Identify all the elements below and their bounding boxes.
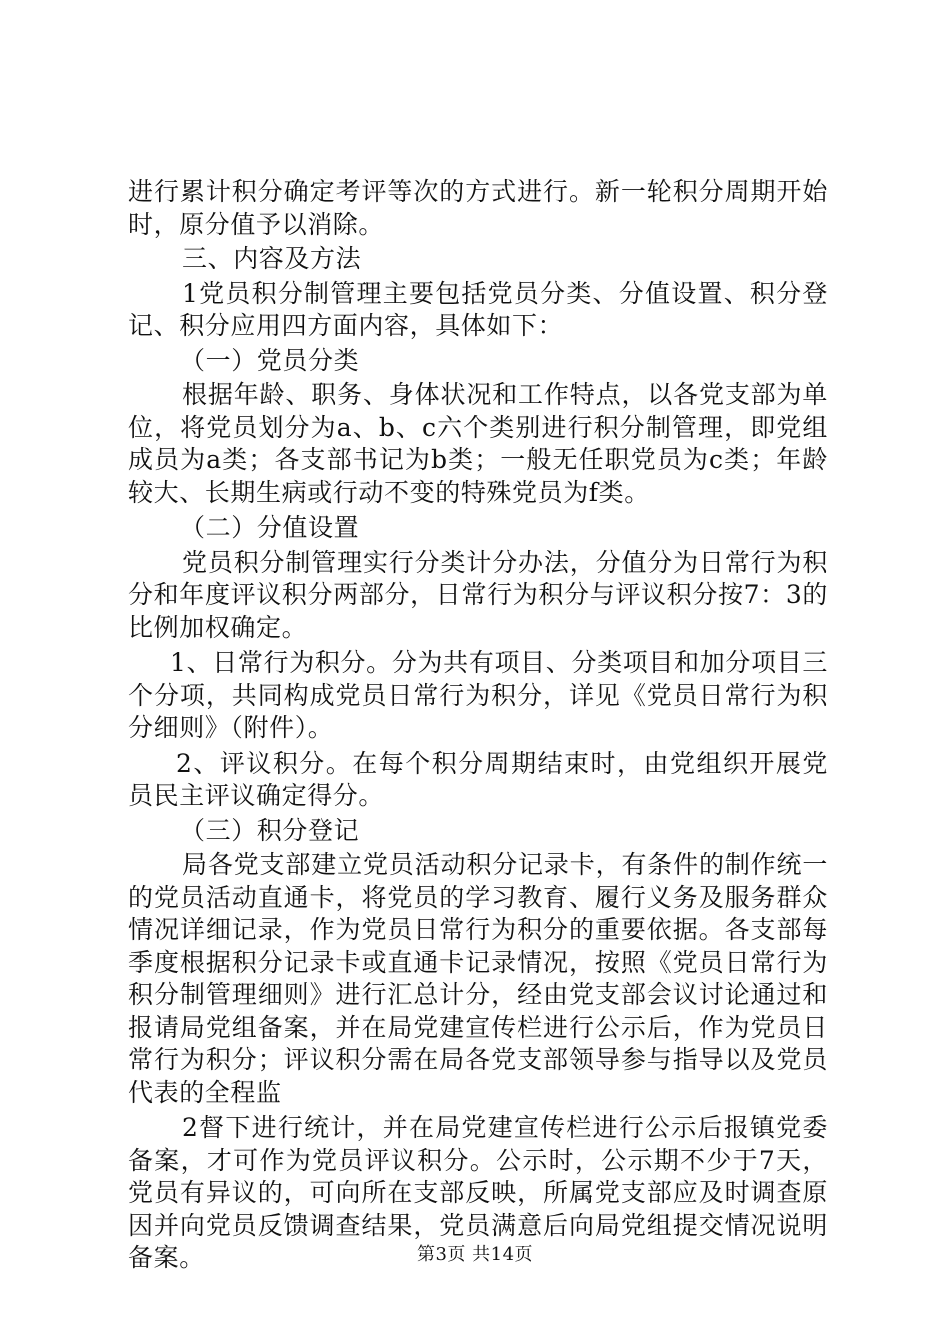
paragraph-daily-behavior-score: 1、日常行为积分。分为共有项目、分类项目和加分项目三个分项，共同构成党员日常行为积分，详见《党员日常行为积分细则》（附件）。: [128, 648, 828, 742]
subheading-score-setting: （二）分值设置: [180, 513, 360, 542]
paragraph-overview: 1党员积分制管理主要包括党员分类、分值设置、积分登记、积分应用四方面内容，具体如下：: [128, 278, 828, 340]
subheading-score-registration: （三）积分登记: [180, 815, 360, 845]
section-heading-content-and-method: 三、内容及方法: [182, 244, 362, 273]
subheading-member-classification: （一）党员分类: [180, 345, 360, 375]
paragraph-intro: 进行累计积分确定考评等次的方式进行。新一轮积分周期开始时，原分值予以消除。: [128, 177, 828, 239]
paragraph-evaluation-score: 2、评议积分。在每个积分周期结束时，由党组织开展党员民主评议确定得分。: [128, 748, 828, 810]
paragraph-supervision-and-publicity: 2督下进行统计，并在局党建宣传栏进行公示后报镇党委备案，才可作为党员评议积分。公示时，公示期不少于7天，党员有异议的，可向所在支部反映，所属党支部应及时调查原因并向党员反馈调查结果，党员满意后向局党组提交情况说明备案。: [128, 1113, 828, 1272]
paragraph-member-classification: 根据年龄、职务、身体状况和工作特点，以各党支部为单位，将党员划分为a、b、c六个类别进行积分制管理，即党组成员为a类；各支部书记为b类；一般无任职党员为c类；年龄较大、长期生病或行动不变的特殊党员为f类。: [128, 380, 828, 507]
page-footer: 第3页 共14页: [416, 1244, 534, 1265]
paragraph-score-registration: 局各党支部建立党员活动积分记录卡，有条件的制作统一的党员活动直通卡，将党员的学习教育、履行义务及服务群众情况详细记录，作为党员日常行为积分的重要依据。各支部每季度根据积分记录卡或直通卡记录情况，按照《党员日常行为积分制管理细则》进行汇总计分，经由党支部会议讨论通过和报请局党组备案，并在局党建宣传栏进行公示后，作为党员日常行为积分；评议积分需在局各党支部领导参与指导以及党员代表的全程监: [128, 850, 828, 1107]
document-body: [128, 176, 828, 1275]
paragraph-score-setting: 党员积分制管理实行分类计分办法，分值分为日常行为积分和年度评议积分两部分，日常行为积分与评议积分按7：3的比例加权确定。: [128, 547, 828, 642]
